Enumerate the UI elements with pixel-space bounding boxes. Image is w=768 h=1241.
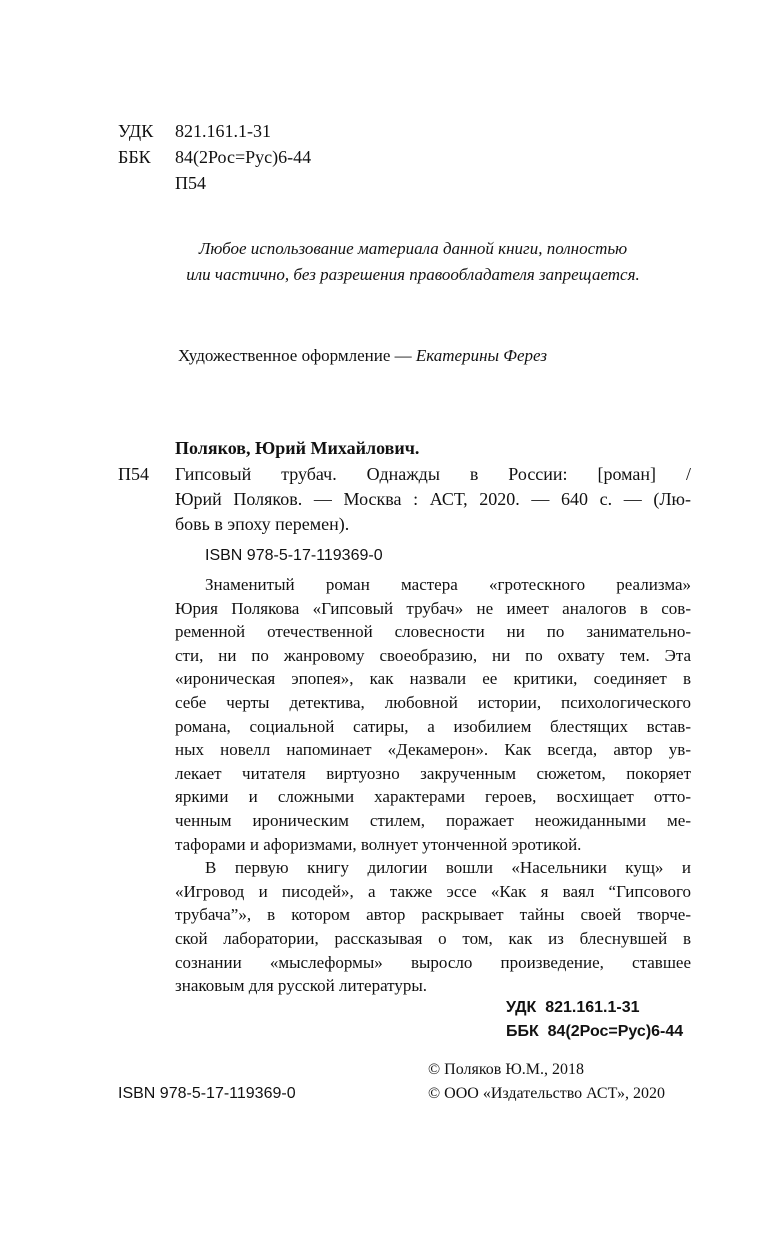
annotation-line: романа, социальной сатиры, а изобилием блестящих встав- bbox=[175, 716, 691, 736]
design-credit bbox=[178, 346, 547, 366]
bibliographic-description bbox=[175, 462, 691, 537]
annotation-line: ской лаборатории, рассказывая о том, как из блеснувшей в bbox=[175, 928, 691, 948]
annotation-line: яркими и сложными характерами героев, восхищает отто- bbox=[175, 787, 691, 807]
copyright-notice bbox=[120, 236, 706, 288]
design-artist: Екатерины Ферез bbox=[415, 346, 547, 365]
header-classification bbox=[118, 118, 378, 196]
footer-isbn: ISBN 978-5-17-119369-0 bbox=[118, 1085, 296, 1102]
biblio-line: бовь в эпоху перемен). bbox=[175, 514, 350, 534]
udk-value: 821.161.1-31 bbox=[175, 121, 271, 141]
annotation-line: В первую книгу дилогии вошли «Насельники кущ» и bbox=[205, 858, 691, 878]
biblio-line: Гипсовый трубач. Однажды в России: [роман] / bbox=[175, 464, 691, 484]
annotation-line: себе черты детектива, любовной истории, психологического bbox=[175, 692, 691, 712]
copyright-author: © Поляков Ю.М., 2018 bbox=[428, 1061, 585, 1078]
udk-label: УДК bbox=[118, 121, 154, 141]
design-prefix: Художественное оформление — bbox=[178, 346, 416, 365]
bbk-value: 84(2Рос=Рус)6-44 bbox=[175, 147, 312, 167]
bbk-label: ББК bbox=[118, 147, 151, 167]
annotation bbox=[175, 573, 691, 998]
notice-line: или частично, без разрешения правообладателя запрещается. bbox=[186, 265, 640, 284]
biblio-line: Юрий Поляков. — Москва : АСТ, 2020. — 640 с. — (Лю- bbox=[175, 489, 691, 509]
author-sign: П54 bbox=[175, 173, 206, 193]
entry-isbn: ISBN 978-5-17-119369-0 bbox=[205, 547, 383, 564]
annotation-line: трубача”», в котором автор раскрывает тайны своей творче- bbox=[175, 905, 691, 925]
annotation-line: Юрия Полякова «Гипсовый трубач» не имеет аналогов в сов- bbox=[175, 598, 691, 618]
entry-sign: П54 bbox=[118, 464, 149, 484]
notice-line: Любое использование материала данной книги, полностью bbox=[198, 239, 628, 258]
entry-author: Поляков, Юрий Михайлович. bbox=[175, 438, 420, 458]
annotation-line: «ироническая эпопея», как назвали ее критики, соединяет в bbox=[175, 669, 691, 689]
annotation-line: Знаменитый роман мастера «гротескного реализма» bbox=[205, 575, 691, 594]
annotation-line: сознании «мыслеформы» выросло произведение, ставшее bbox=[175, 952, 691, 972]
copyright-publisher: © ООО «Издательство АСТ», 2020 bbox=[428, 1085, 665, 1102]
copyright-block bbox=[428, 1058, 665, 1106]
annotation-line: лекает читателя виртуозно закрученным сюжетом, покоряет bbox=[175, 763, 691, 783]
classification-udk: УДК 821.161.1-31 bbox=[506, 999, 640, 1016]
annotation-line: «Игровод и писодей», а также эссе «Как я ваял “Гипсового bbox=[175, 881, 691, 901]
annotation-line: ременной отечественной словесности ни по занимательно- bbox=[175, 622, 691, 642]
classification-bbk: ББК 84(2Рос=Рус)6-44 bbox=[506, 1023, 684, 1040]
annotation-line: ченным ироническим стилем, поражает неожиданными ме- bbox=[175, 810, 691, 830]
annotation-line: знаковым для русской литературы. bbox=[175, 976, 428, 996]
annotation-line: ных новелл напоминает «Декамерон». Как всегда, автор ув- bbox=[175, 740, 691, 760]
annotation-line: тафорами и афоризмами, волнует утонченной эротикой. bbox=[175, 834, 582, 854]
classification-block bbox=[506, 996, 683, 1044]
annotation-line: сти, ни по жанровому своеобразию, ни по охвату тем. Эта bbox=[175, 645, 691, 665]
